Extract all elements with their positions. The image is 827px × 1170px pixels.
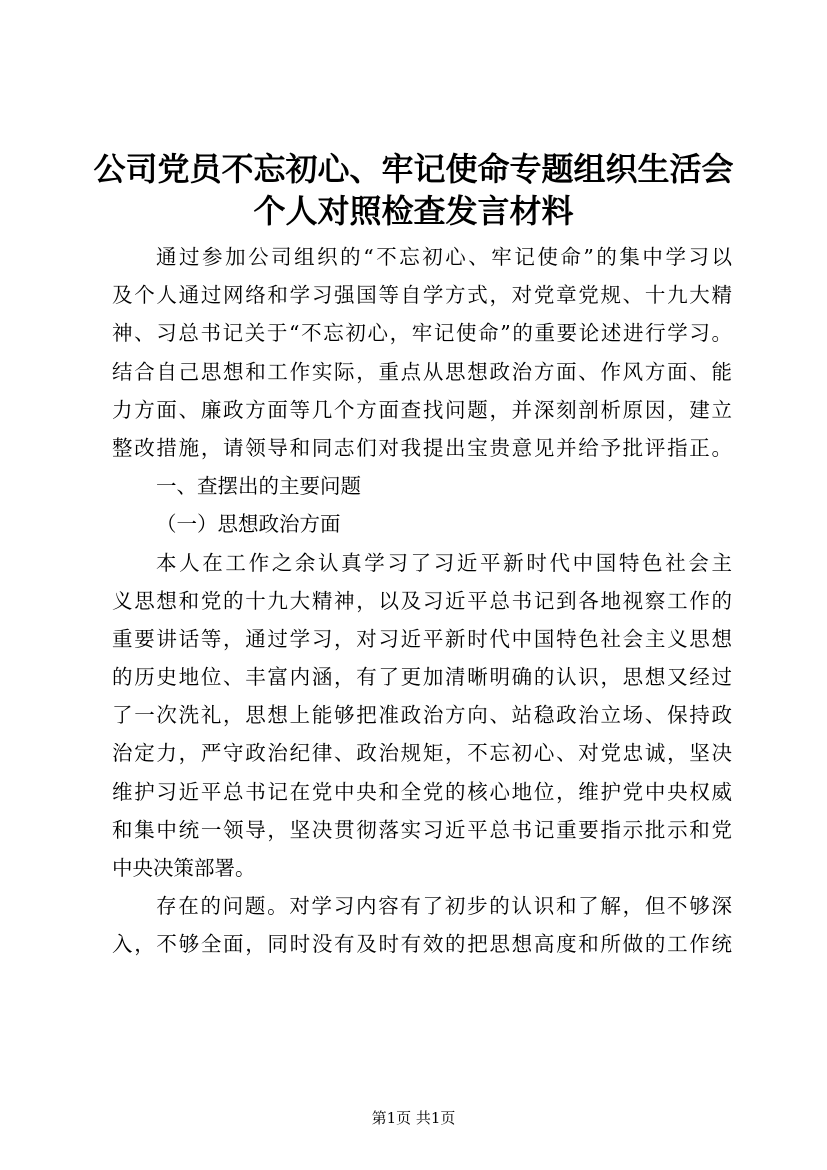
- document-body: [112, 238, 732, 964]
- paragraph-line: 本人在工作之余认真学习了习近平新时代中国特色社会主: [156, 550, 732, 575]
- paragraph-line: 及个人通过网络和学习强国等自学方式，对党章党规、十九大精: [112, 283, 732, 308]
- paragraph-line: 通过参加公司组织的“不忘初心、牢记使命”的集中学习以: [156, 245, 732, 269]
- paragraph-line: 存在的问题。对学习内容有了初步的认识和了解，但不够深: [156, 894, 732, 919]
- page-footer: 第1页 共1页: [371, 1109, 456, 1127]
- paragraph-line: 整改措施，请领导和同志们对我提出宝贵意见并给予批评指正。: [112, 435, 732, 460]
- paragraph-line: 和集中统一领导，坚决贯彻落实习近平总书记重要指示批示和党: [112, 817, 732, 842]
- subsection-heading: （一）思想政治方面: [156, 512, 341, 537]
- document-title-line-1: 公司党员不忘初心、牢记使命专题组织生活会: [93, 150, 734, 188]
- paragraph-line: 中央决策部署。: [112, 856, 256, 880]
- paragraph-line: 维护习近平总书记在党中央和全党的核心地位，维护党中央权威: [112, 779, 732, 804]
- paragraph-line: 结合自己思想和工作实际，重点从思想政治方面、作风方面、能: [112, 359, 732, 384]
- paragraph-line: 重要讲话等，通过学习，对习近平新时代中国特色社会主义思想: [112, 626, 732, 651]
- document-title-line-2: 个人对照检查发言材料: [253, 192, 574, 230]
- paragraph-line: 义思想和党的十九大精神，以及习近平总书记到各地视察工作的: [112, 588, 732, 613]
- paragraph-line: 治定力，严守政治纪律、政治规矩，不忘初心、对党忠诚，坚决: [112, 741, 732, 766]
- paragraph-line: 力方面、廉政方面等几个方面查找问题，并深刻剖析原因，建立: [112, 397, 732, 422]
- paragraph-line: 入，不够全面，同时没有及时有效的把思想高度和所做的工作统: [112, 932, 732, 957]
- paragraph-line: 神、习总书记关于“不忘初心，牢记使命”的重要论述进行学习。: [112, 321, 732, 346]
- paragraph-line: 了一次洗礼，思想上能够把准政治方向、站稳政治立场、保持政: [112, 703, 732, 728]
- section-heading: 一、查摆出的主要问题: [156, 474, 361, 499]
- paragraph-line: 的历史地位、丰富内涵，有了更加清晰明确的认识，思想又经过: [112, 665, 732, 690]
